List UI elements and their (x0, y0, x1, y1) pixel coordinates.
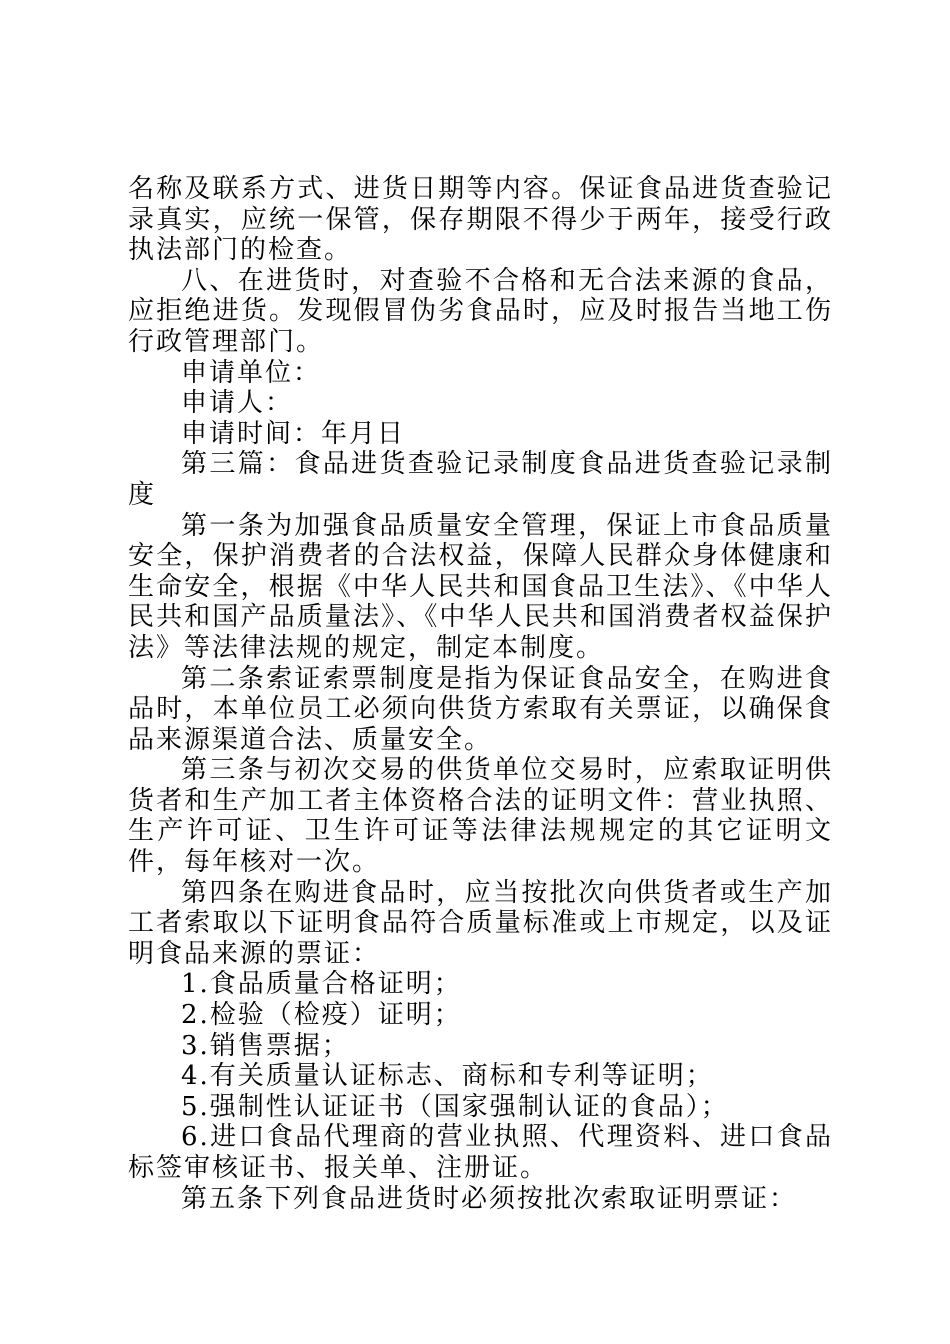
paragraph-3: 申请单位： (181, 357, 322, 388)
paragraph-1: 名称及联系方式、进货日期等内容。保证食品进货查验记录真实，应统一保管，保存期限不得少于两年，接受行政执法部门的检查。 (128, 174, 833, 266)
section-heading: 第三篇：食品进货查验记录制度食品进货查验记录制度 (128, 449, 833, 510)
paragraph-article-3: 第三条与初次交易的供货单位交易时，应索取证明供货者和生产加工者主体资格合法的证明文件：营业执照、生产许可证、卫生许可证等法律法规规定的其它证明文件，每年核对一次。 (128, 755, 833, 878)
list-item-1: 1.食品质量合格证明； (181, 969, 462, 1000)
paragraph-article-1: 第一条为加强食品质量安全管理，保证上市食品质量安全，保护消费者的合法权益，保障人民群众身体健康和生命安全，根据《中华人民共和国食品卫生法》、《中华人民共和国产品质量法》、《中华人民共和国消费者权益保护法》等法律法规的规定，制定本制度。 (128, 510, 833, 663)
paragraph-article-5: 第五条下列食品进货时必须按批次索取证明票证： (181, 1183, 798, 1214)
paragraph-article-2: 第二条索证索票制度是指为保证食品安全，在购进食品时，本单位员工必须向供货方索取有关票证，以确保食品来源渠道合法、质量安全。 (128, 663, 833, 755)
paragraph-5: 申请时间：年月日 (181, 418, 406, 449)
document-body (128, 174, 833, 1214)
paragraph-article-4: 第四条在购进食品时，应当按批次向供货者或生产加工者索取以下证明食品符合质量标准或上市规定，以及证明食品来源的票证： (128, 877, 833, 969)
list-item-6: 6.进口食品代理商的营业执照、代理资料、进口食品标签审核证书、报关单、注册证。 (128, 1122, 833, 1183)
paragraph-2: 八、在进货时，对查验不合格和无合法来源的食品，应拒绝进货。发现假冒伪劣食品时，应及时报告当地工伤行政管理部门。 (128, 265, 833, 357)
paragraph-4: 申请人： (181, 388, 294, 419)
list-item-3: 3.销售票据； (181, 1030, 350, 1061)
list-item-5: 5.强制性认证证书（国家强制认证的食品）； (181, 1091, 729, 1122)
list-item-4: 4.有关质量认证标志、商标和专利等证明； (181, 1061, 714, 1092)
list-item-2: 2.检验（检疫）证明； (181, 1000, 462, 1031)
